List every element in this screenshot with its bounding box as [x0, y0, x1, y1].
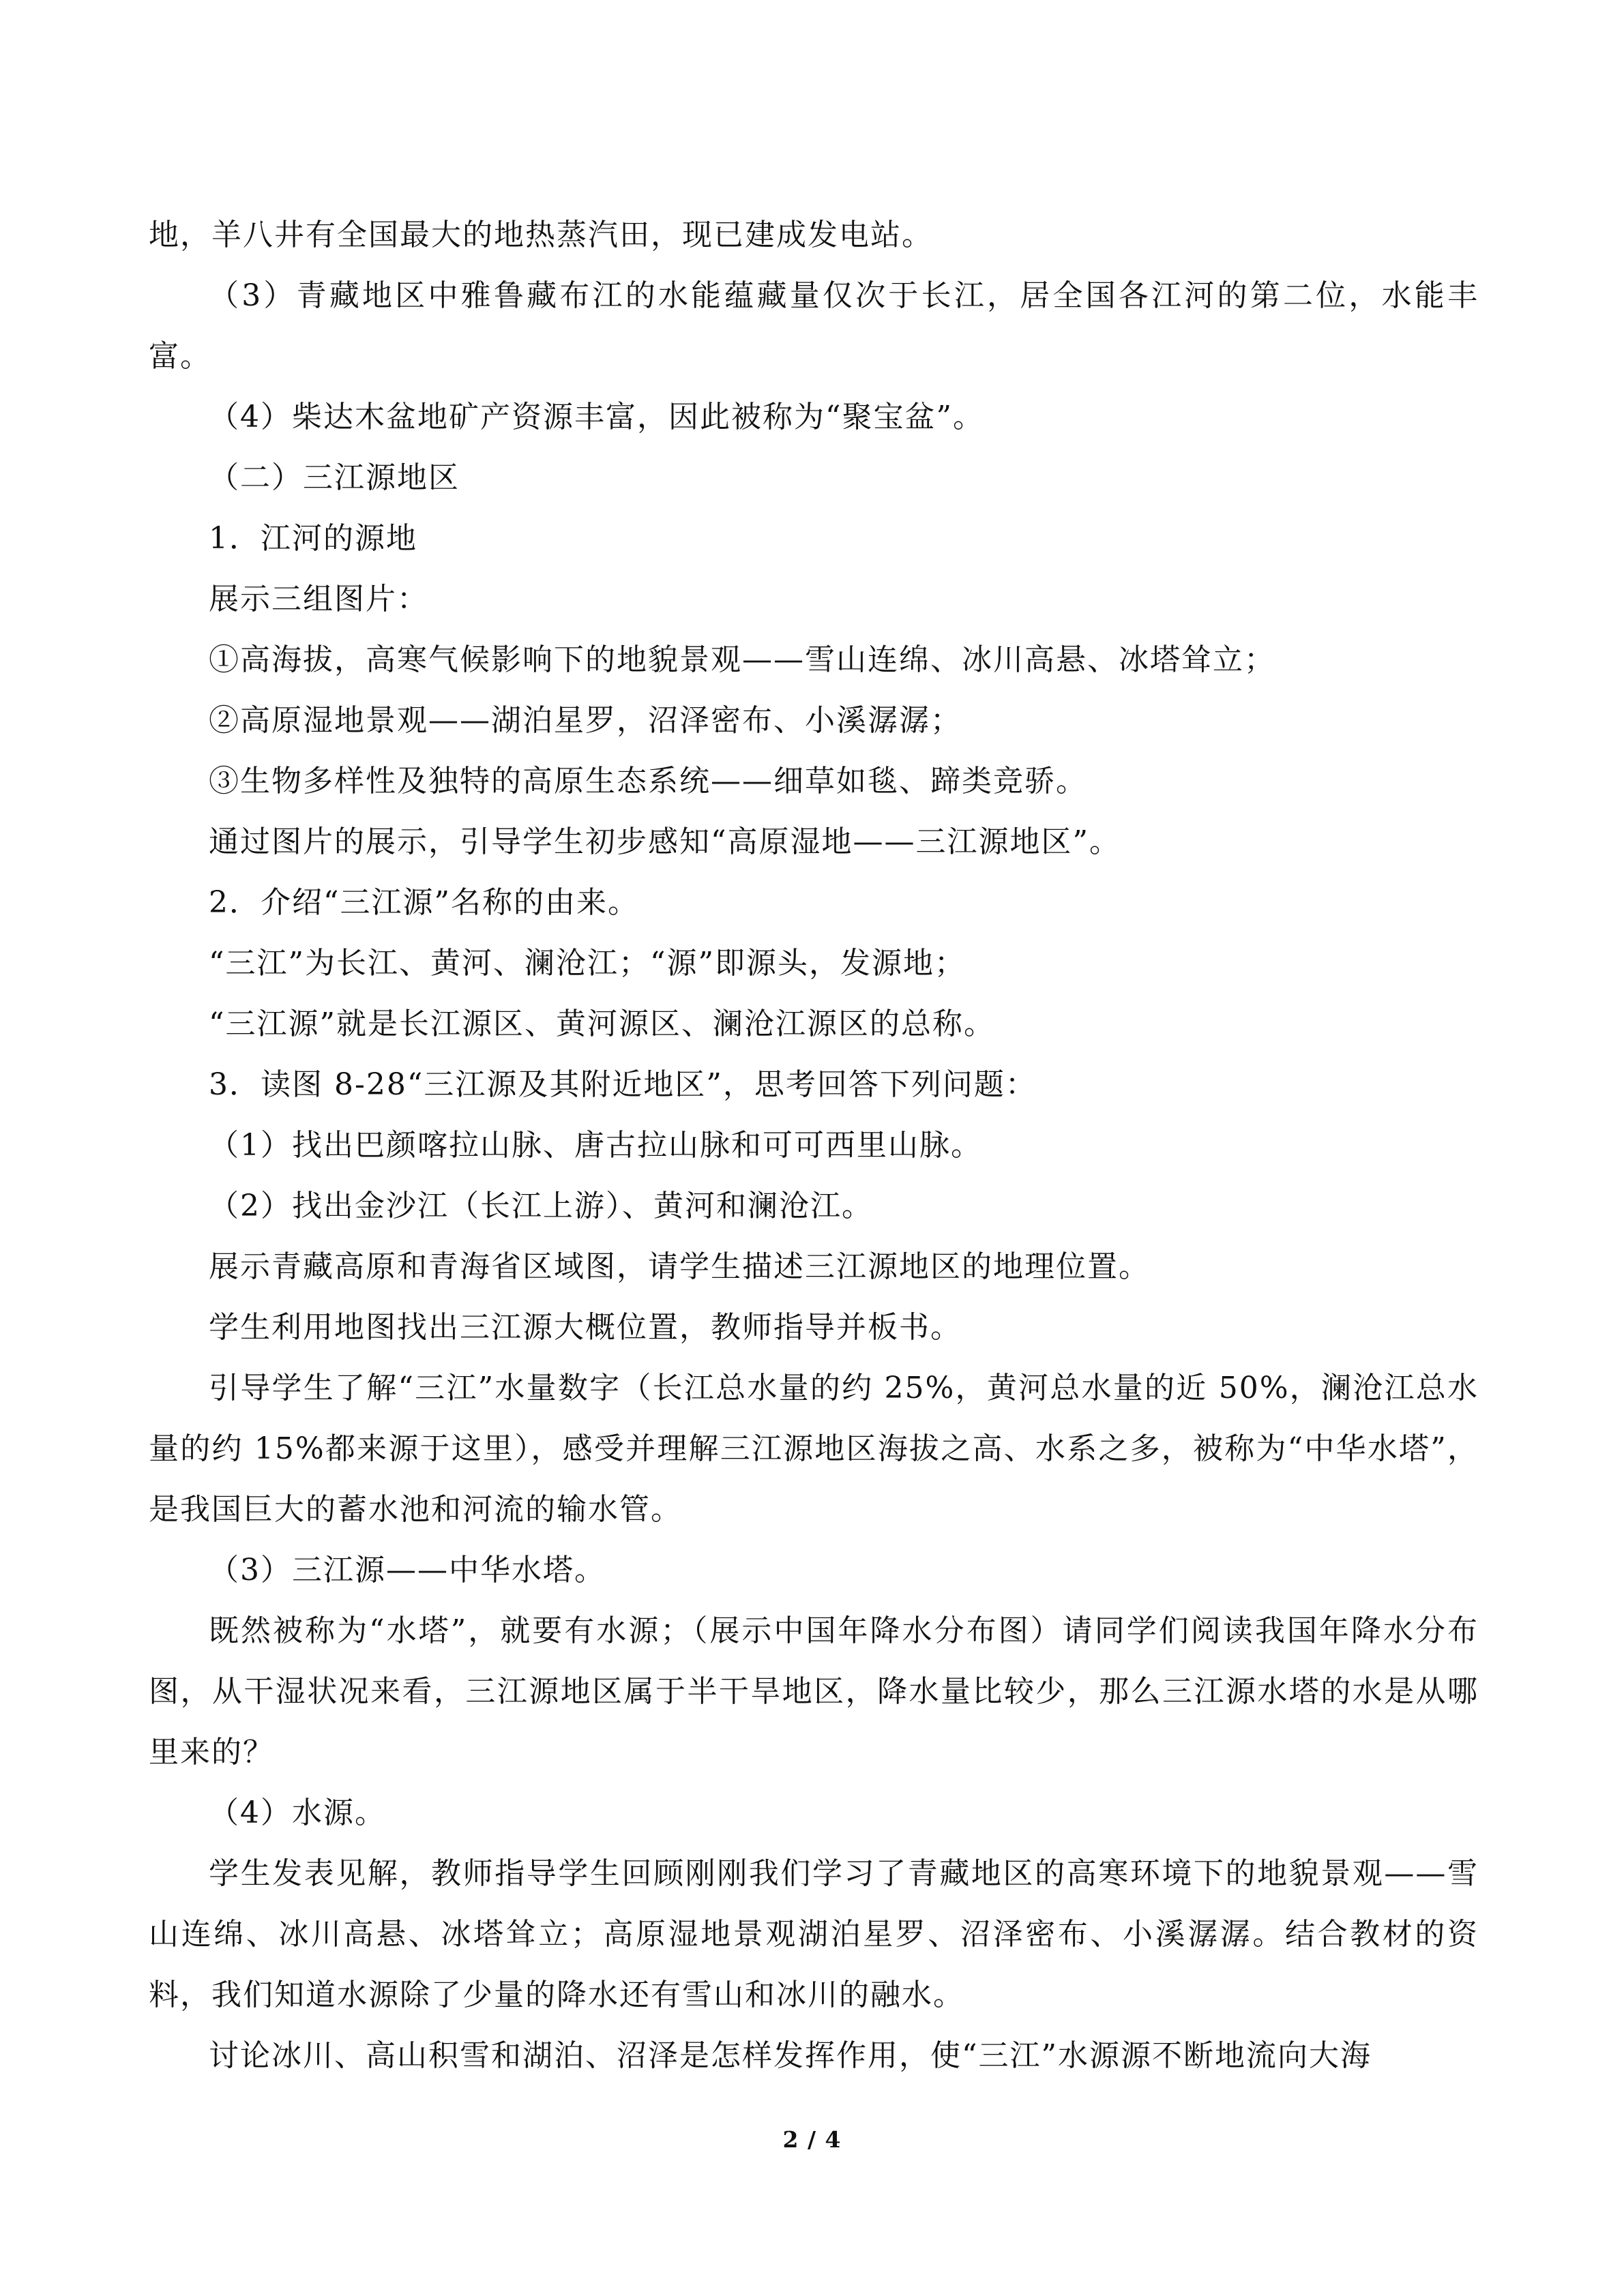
list-item: ②高原湿地景观——湖泊星罗，沼泽密布、小溪潺潺； — [209, 703, 962, 738]
paragraph: “三江”为长江、黄河、澜沧江；“源”即源头，发源地； — [209, 946, 966, 981]
paragraph: “三江源”就是长江源区、黄河源区、澜沧江源区的总称。 — [209, 1007, 995, 1041]
paragraph: 既然被称为“水塔”，就要有水源；（展示中国年降水分布图）请同学们阅读我国年降水分布图，从干湿状况来看，三江源地区属于半干旱地区，降水量比较少，那么三江源水塔的水是从哪里来的？ — [149, 1613, 1479, 1770]
paragraph: （3）青藏地区中雅鲁藏布江的水能蕴藏量仅次于长江，居全国各江河的第二位，水能丰富。 — [149, 278, 1479, 374]
paragraph: 引导学生了解“三江”水量数字（长江总水量的约 25%，黄河总水量的近 50%，澜沧江总水量的约 15%都来源于这里），感受并理解三江源地区海拔之高、水系之多，被称为“中华水塔”，是我国巨大的蓄水池和河流的输水管。 — [149, 1371, 1479, 1527]
subsection-heading: 1．江河的源地 — [209, 521, 417, 556]
question-item: （1）找出巴颜喀拉山脉、唐古拉山脉和可可西里山脉。 — [209, 1128, 982, 1163]
paragraph: 学生利用地图找出三江源大概位置，教师指导并板书。 — [209, 1310, 962, 1345]
paragraph: 展示三组图片： — [209, 582, 428, 616]
paragraph: 地，羊八井有全国最大的地热蒸汽田，现已建成发电站。 — [149, 218, 933, 252]
paragraph: （3）三江源——中华水塔。 — [209, 1553, 606, 1587]
paragraph: 学生发表见解，教师指导学生回顾刚刚我们学习了青藏地区的高寒环境下的地貌景观——雪山连绵、冰川高悬、冰塔耸立；高原湿地景观湖泊星罗、沼泽密布、小溪潺潺。结合教材的资料，我们知道水源除了少量的降水还有雪山和冰川的融水。 — [149, 1856, 1479, 2012]
subsection-heading: 3．读图 8-28“三江源及其附近地区”，思考回答下列问题： — [209, 1067, 1037, 1102]
paragraph: 展示青藏高原和青海省区域图，请学生描述三江源地区的地理位置。 — [209, 1249, 1150, 1284]
section-heading: （二）三江源地区 — [209, 460, 460, 495]
paragraph: 讨论冰川、高山积雪和湖泊、沼泽是怎样发挥作用，使“三江”水源源不断地流向大海 — [209, 2038, 1372, 2073]
list-item: ①高海拔，高寒气候影响下的地貌景观——雪山连绵、冰川高悬、冰塔耸立； — [209, 642, 1275, 677]
question-item: （2）找出金沙江（长江上游）、黄河和澜沧江。 — [209, 1189, 873, 1223]
document-body — [149, 205, 1479, 2086]
subsection-heading: 2．介绍“三江源”名称的由来。 — [209, 885, 639, 920]
paragraph: （4）柴达木盆地矿产资源丰富，因此被称为“聚宝盆”。 — [209, 400, 984, 434]
list-item: ③生物多样性及独特的高原生态系统——细草如毯、蹄类竞骄。 — [209, 764, 1087, 799]
paragraph: （4）水源。 — [209, 1795, 386, 1830]
paragraph: 通过图片的展示，引导学生初步感知“高原湿地——三江源地区”。 — [209, 824, 1121, 859]
page-number: 2 / 4 — [782, 2126, 842, 2153]
